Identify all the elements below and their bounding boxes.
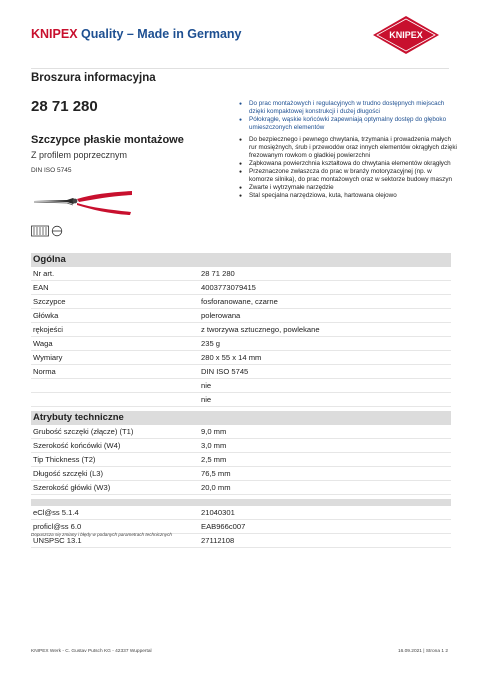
bullet-item: ● Półokrągłe, wąskie końcówki zapewniają optymalny dostęp do głęboko umieszczonych elementów <box>237 116 457 132</box>
bullet-item: ● Do prac montażowych i regulacyjnych w trudno dostępnych miejscach dzięki kompaktowej konstrukcji i dużej długości <box>237 100 457 116</box>
row-label: Tip Thickness (T2) <box>33 455 96 464</box>
article-number: 28 71 280 <box>31 98 98 115</box>
row-value: polerowana <box>201 311 241 320</box>
table-row <box>31 365 451 379</box>
product-name: Szczypce płaskie montażowe <box>31 134 184 146</box>
row-label: Główka <box>33 311 59 320</box>
row-label: Szerokość główki (W3) <box>33 483 111 492</box>
row-value: EAB966c007 <box>201 522 246 531</box>
row-label: eCl@ss 5.1.4 <box>33 508 79 517</box>
row-value: 2,5 mm <box>201 455 227 464</box>
row-value: nie <box>201 395 212 404</box>
spec-table <box>31 253 451 548</box>
row-label: Norma <box>33 367 56 376</box>
header-title <box>31 27 242 41</box>
bullet-item: ● Do bezpiecznego i pewnego chwytania, trzymania i prowadzenia małych rur mosiężnych, śrub i przewodów oraz innych elementów okrągłych dzięki frezowanym rowkom o gładkiej powierzchni <box>237 136 457 160</box>
row-value: DIN ISO 5745 <box>201 367 249 376</box>
table-row <box>31 379 451 393</box>
tagline: Quality – Made in Germany <box>81 27 242 41</box>
bullet-item: ● Zwarte i wytrzymałe narzędzie <box>237 184 457 192</box>
feature-bullets <box>237 136 457 200</box>
document-type: Broszura informacyjna <box>31 72 156 84</box>
row-label: Szerokość końcówki (W4) <box>33 441 121 450</box>
table-row <box>31 323 451 337</box>
footer-company: KNIPEX Werk - C. Gustav Putsch KG - 42337 Wuppertal <box>31 649 152 654</box>
section-header-general: Ogólna <box>31 253 451 267</box>
row-value: 235 g <box>201 339 221 348</box>
product-subtitle: Z profilem poprzecznym <box>31 150 128 160</box>
row-value: fosforanowane, czarne <box>201 297 278 306</box>
table-row <box>31 393 451 407</box>
row-label <box>31 393 201 406</box>
row-label: rękojeści <box>33 325 63 334</box>
bullet-item: ● Przeznaczone zwłaszcza do prac w branży motoryzacyjnej (np. w komorze silnika), do prac montażowych oraz w sektorze budowy maszyn <box>237 168 457 184</box>
table-row <box>31 281 451 295</box>
pliers-product-image <box>33 188 133 216</box>
feature-icons <box>31 225 71 237</box>
table-row <box>31 267 451 281</box>
row-label <box>31 379 201 392</box>
row-value: 28 71 280 <box>201 269 235 278</box>
header-divider <box>31 68 449 69</box>
table-row <box>31 295 451 309</box>
row-label: Szczypce <box>33 297 66 306</box>
row-label: Nr art. <box>33 269 55 278</box>
highlight-bullets <box>237 100 457 132</box>
table-row <box>31 467 451 481</box>
knipex-logo-icon <box>372 15 440 55</box>
row-value: 76,5 mm <box>201 469 231 478</box>
row-label: EAN <box>33 283 49 292</box>
row-label: Waga <box>33 339 53 348</box>
table-row <box>31 506 451 520</box>
row-label: Grubość szczęki (złącze) (T1) <box>33 427 134 436</box>
row-value: 3,0 mm <box>201 441 227 450</box>
row-value: 4003773079415 <box>201 283 256 292</box>
section-separator <box>31 499 451 506</box>
product-norm: DIN ISO 5745 <box>31 167 72 174</box>
row-value: z tworzywa sztucznego, powlekane <box>201 325 320 334</box>
row-label: UNSPSC 13.1 <box>33 536 82 545</box>
bullet-item: ● Stal specjalna narzędziowa, kuta, hartowana olejowo <box>237 192 457 200</box>
table-row <box>31 351 451 365</box>
row-value: 9,0 mm <box>201 427 227 436</box>
disclaimer: Dopuszcza się zmiany i błędy w podanych parametrach technicznych <box>31 532 172 537</box>
row-label: proficl@ss 6.0 <box>33 522 82 531</box>
bullet-item: ● Ząbkowana powierzchnia kształtowa do chwytania elementów okrągłych <box>237 160 457 168</box>
table-row <box>31 337 451 351</box>
grip-surface-icon <box>32 226 49 236</box>
table-row <box>31 453 451 467</box>
brand-name: KNIPEX <box>31 27 78 41</box>
table-row <box>31 425 451 439</box>
row-label: Długość szczęki (L3) <box>33 469 104 478</box>
cross-profile-icon <box>52 226 62 236</box>
table-row <box>31 439 451 453</box>
footer-date-page: 16.09.2021 | Strona 1 2 <box>397 649 448 654</box>
row-value: 280 x 55 x 14 mm <box>201 353 262 362</box>
row-label: Wymiary <box>33 353 63 362</box>
row-value: nie <box>201 381 212 390</box>
row-value: 27112108 <box>201 536 235 545</box>
logo-text: KNIPEX <box>389 30 423 40</box>
section-header-technical: Atrybuty techniczne <box>31 411 451 425</box>
table-row <box>31 481 451 495</box>
row-value: 21040301 <box>201 508 235 517</box>
row-value: 20,0 mm <box>201 483 231 492</box>
table-row <box>31 309 451 323</box>
